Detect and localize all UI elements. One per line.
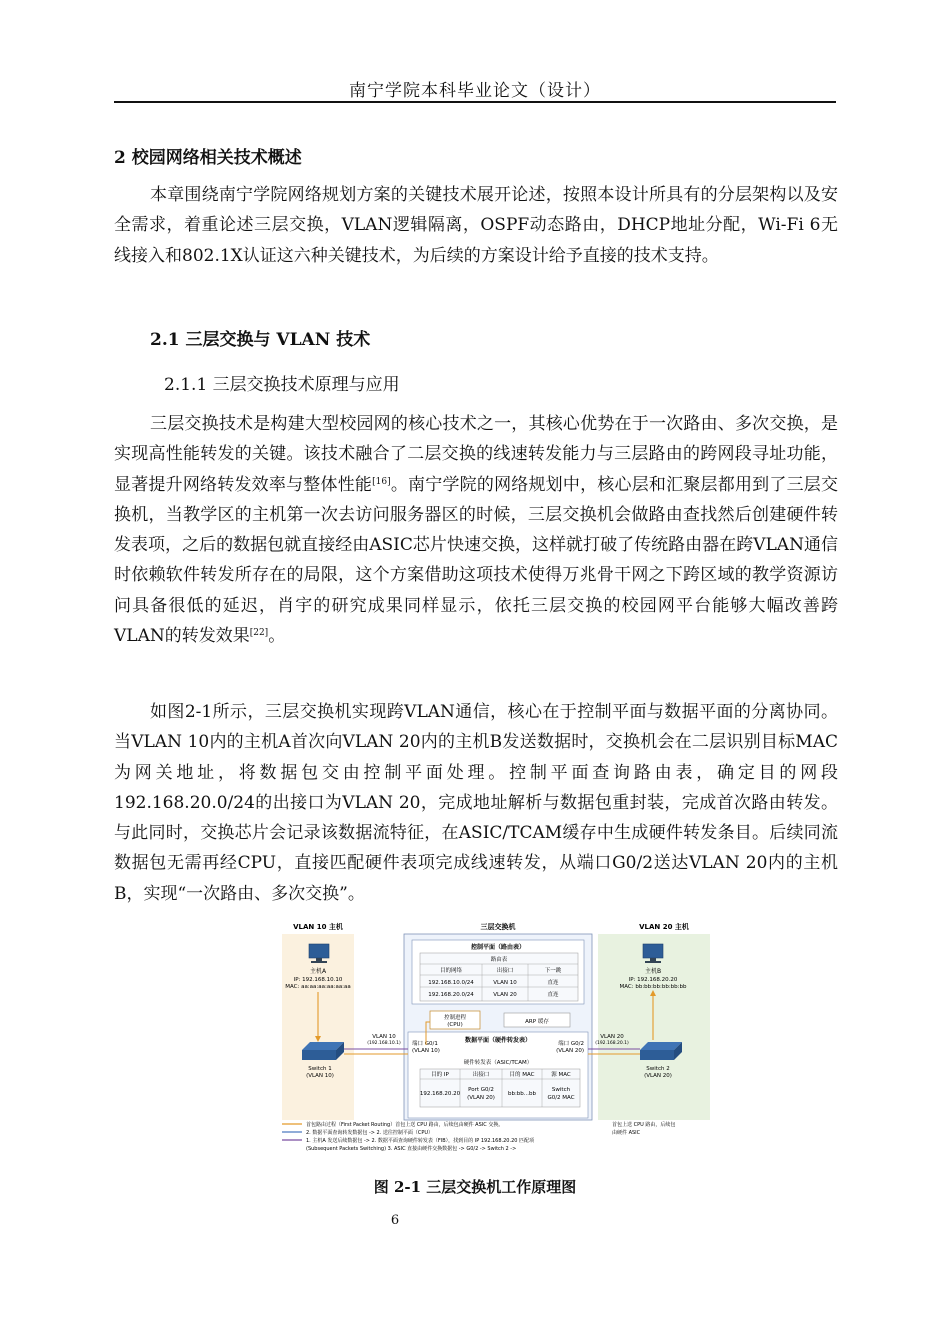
cpu-label: (CPU) xyxy=(447,1022,463,1028)
host-a-label: 主机A xyxy=(309,968,327,975)
route-cell: VLAN 10 xyxy=(493,980,517,986)
data-plane-label: 数据平面（硬件转发表） xyxy=(464,1037,532,1044)
route-cell: 直连 xyxy=(547,980,559,986)
route-header-interface: 出接口 xyxy=(496,968,514,974)
control-process-label: 控制进程 xyxy=(443,1015,467,1021)
port-g02-label: 端口 G0/2 xyxy=(558,1041,584,1047)
switch1-label: Switch 1 xyxy=(308,1066,332,1072)
hw-header: 出接口 xyxy=(472,1072,490,1078)
vlan20-title: VLAN 20 主机 xyxy=(639,923,689,931)
l3-switch-diagram xyxy=(280,918,710,1158)
paragraph-1-text-b: 。南宁学院的网络规划中，核心层和汇聚层都用到了三层交换机，当教学区的主机第一次去访问服务器区的时候，三层交换机会做路由查找然后创建硬件转发表项，之后的数据包就直接经由ASIC芯片快速交换，这样就打破了传统路由器在跨VLAN通信时依赖软件转发所存在的局限，这个方案借助这项技术使得万兆骨干网之下跨区域的教学资源访问具备很低的延迟，肖宇的研究成果同样显示，依托三层交换的校园网平台能够大幅改善跨VLAN的转发效果 xyxy=(114,474,839,647)
subsection-heading: 2.1 三层交换与 VLAN 技术 xyxy=(150,330,371,350)
right-note-1: 首包上送 CPU 路由，后续包 xyxy=(612,1122,676,1128)
hw-cell: Port G0/2 xyxy=(468,1087,494,1093)
legend-item-4: (Subsequent Packets Switching) 3. ASIC 直接由硬件交换数据包 -> G0/2 -> Switch 2 -> xyxy=(306,1146,517,1152)
route-cell: 192.168.20.0/24 xyxy=(428,992,474,998)
host-a-mac: MAC: aa:aa:aa:aa:aa:aa xyxy=(285,984,351,990)
hw-cell: G0/2 MAC xyxy=(547,1095,575,1101)
hw-header: 源 MAC xyxy=(551,1072,571,1078)
port-g02-vlan: (VLAN 20) xyxy=(556,1048,584,1054)
body-paragraph-1 xyxy=(114,409,838,651)
switch1-vlan: (VLAN 10) xyxy=(306,1073,334,1079)
hw-cell: 192.168.20.20 xyxy=(419,1091,461,1097)
link-vlan10-label: VLAN 10 xyxy=(372,1034,396,1040)
link-vlan20-label: VLAN 20 xyxy=(600,1034,624,1040)
switch2-vlan: (VLAN 20) xyxy=(644,1073,672,1079)
figure-2-1 xyxy=(280,918,710,1158)
host-a-ip: IP: 192.168.10.10 xyxy=(293,977,343,983)
port-g01-label: 端口 G0/1 xyxy=(412,1041,438,1047)
host-b-mac: MAC: bb:bb:bb:bb:bb:bb xyxy=(619,984,687,990)
switch-title: 三层交换机 xyxy=(480,923,516,931)
figure-caption: 图 2-1 三层交换机工作原理图 xyxy=(373,1178,577,1196)
hw-table-label: 硬件转发表（ASIC/TCAM） xyxy=(463,1060,533,1066)
right-note-2: 由硬件 ASIC xyxy=(612,1130,641,1136)
control-plane-label: 控制平面（路由表） xyxy=(470,944,526,951)
paragraph-1-text-c: 。 xyxy=(268,626,286,647)
hw-header: 目的 IP xyxy=(431,1072,449,1078)
legend-item-1: 首包路由过程（First Packet Routing）首包上送 CPU 路由，后续包由硬件 ASIC 交换。 xyxy=(306,1122,504,1128)
subsubsection-heading: 2.1.1 三层交换技术原理与应用 xyxy=(164,375,400,395)
page-number: 6 xyxy=(390,1213,400,1228)
switch2-label: Switch 2 xyxy=(646,1066,670,1072)
legend-item-3: 1. 主机A 发送后续数据包 -> 2. 数据平面查询硬件转发表（FIB），找到目的 IP 192.168.20.20 匹配项 xyxy=(306,1138,535,1144)
arp-cache-label: ARP 缓存 xyxy=(525,1019,549,1025)
section-heading: 2 校园网络相关技术概述 xyxy=(114,148,302,168)
host-b-label: 主机B xyxy=(644,968,662,975)
port-g01-vlan: (VLAN 10) xyxy=(412,1048,440,1054)
header-rule xyxy=(114,101,836,103)
hw-cell: bb:bb...bb xyxy=(507,1091,537,1097)
route-cell: 直连 xyxy=(547,992,559,998)
route-header-destination: 目的网络 xyxy=(439,968,463,974)
paragraph-1-text-a: 三层交换技术是构建大型校园网的核心技术之一，其核心优势在于一次路由、多次交换，是实现高性能转发的关键。该技术融合了二层交换的线速转发能力与三层路由的跨网段寻址功能，显著提升网络转发效率与整体性能 xyxy=(114,414,838,495)
link-vlan10-ip: (192.168.10.1) xyxy=(367,1041,401,1046)
link-vlan20-ip: (192.168.20.1) xyxy=(595,1041,629,1046)
hw-cell: (VLAN 20) xyxy=(467,1095,495,1101)
legend-item-2: 2. 数据平面查询转发数据包 -> 2. 送往控制平面（CPU） xyxy=(306,1130,434,1136)
host-b-ip: IP: 192.168.20.20 xyxy=(628,977,678,983)
route-header-nexthop: 下一跳 xyxy=(544,968,562,974)
route-cell: VLAN 20 xyxy=(493,992,517,998)
citation-22: [22] xyxy=(249,628,269,639)
running-header: 南宁学院本科毕业论文（设计） xyxy=(349,81,601,101)
body-paragraph-2: 如图2-1所示，三层交换机实现跨VLAN通信，核心在于控制平面与数据平面的分离协同。当VLAN 10内的主机A首次向VLAN 20内的主机B发送数据时，交换机会在二层识别目标MAC为网关地址，将数据包交由控制平面处理。控制平面查询路由表，确定目的网段192.168.20.0/24的出接口为VLAN 20，完成地址解析与数据包重封装，完成首次路由转发。与此同时，交换芯片会记录该数据流特征，在ASIC/TCAM缓存中生成硬件转发条目。后续同流数据包无需再经CPU，直接匹配硬件表项完成线速转发，从端口G0/2送达VLAN 20内的主机B，实现“一次路由、多次交换”。 xyxy=(114,702,838,904)
switch-icon xyxy=(302,1042,344,1060)
hw-header: 目的 MAC xyxy=(509,1072,535,1078)
route-cell: 192.168.10.0/24 xyxy=(428,980,474,986)
vlan10-title: VLAN 10 主机 xyxy=(293,923,343,931)
legend xyxy=(282,1121,535,1152)
switch-icon xyxy=(640,1042,682,1060)
hw-cell: Switch xyxy=(551,1087,571,1093)
intro-paragraph: 本章围绕南宁学院网络规划方案的关键技术展开论述，按照本设计所具有的分层架构以及安全需求，着重论述三层交换，VLAN逻辑隔离，OSPF动态路由，DHCP地址分配，Wi-Fi 6无线接入和802.1X认证这六种关键技术，为后续的方案设计给予直接的技术支持。 xyxy=(114,185,838,266)
citation-16: [16] xyxy=(372,476,391,487)
route-table-label: 路由表 xyxy=(490,957,508,963)
